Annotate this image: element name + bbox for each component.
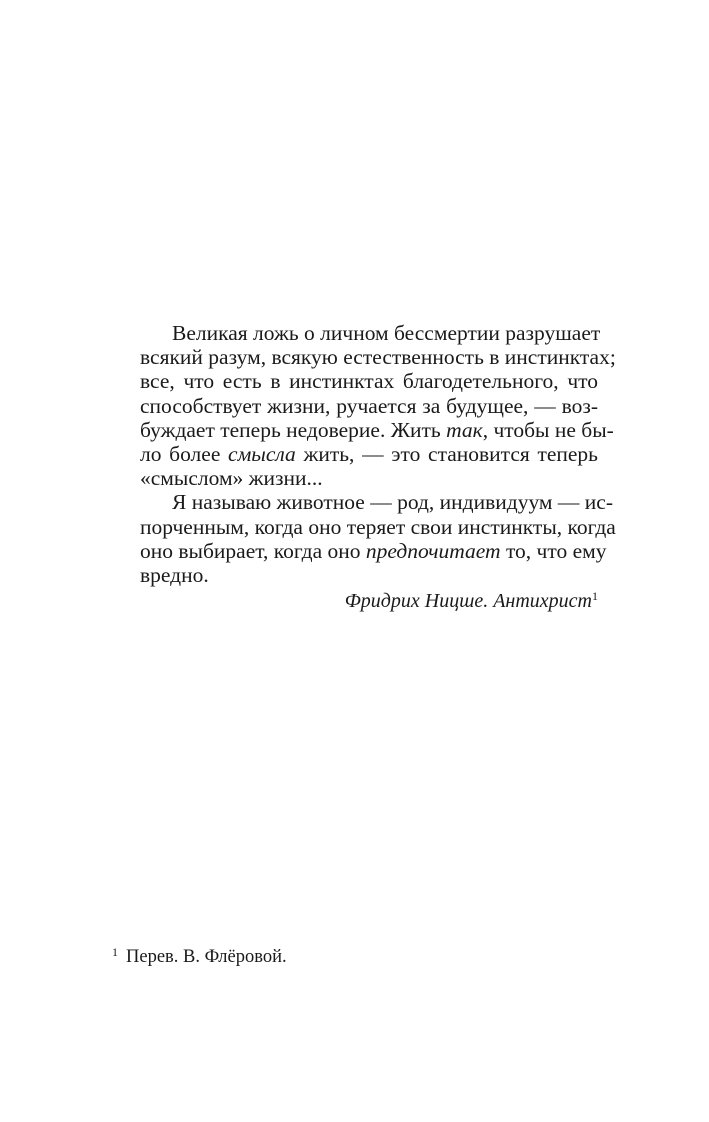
text-run: , чтобы не бы-	[482, 417, 614, 442]
epigraph-line: Я называю животное — род, индивидуум — ис-	[172, 490, 613, 515]
epigraph-line: «смыслом» жизни...	[140, 466, 323, 491]
epigraph-line: всякий разум, всякую естественность в инстинктах;	[140, 345, 616, 370]
text-run: ло более	[140, 442, 229, 467]
emphasis-prefers: предпочитает	[365, 538, 501, 563]
epigraph-line: вредно.	[140, 563, 209, 588]
epigraph-line: все, что есть в инстинктах благодетельного, что	[140, 369, 598, 394]
emphasis-so: так	[446, 417, 483, 442]
footnote-marker: 1	[112, 945, 118, 959]
epigraph	[140, 321, 616, 613]
epigraph-paragraph-2	[140, 490, 616, 588]
epigraph-line: Великая ложь о личном бессмертии разрушает	[172, 321, 601, 345]
epigraph-line	[140, 417, 614, 442]
footnote-text: Перев. В. Флёровой.	[126, 947, 287, 967]
emphasis-meaning: смысла	[228, 442, 296, 467]
epigraph-attribution	[140, 589, 598, 613]
text-run: оно выбирает, когда оно	[140, 538, 366, 563]
epigraph-line: порченным, когда оно теряет свои инстинкты, когда	[140, 514, 616, 539]
footnote	[112, 945, 287, 969]
footnote-reference: 1	[592, 589, 598, 604]
text-run: буждает теперь недоверие. Жить	[140, 417, 447, 442]
epigraph-line	[140, 442, 598, 466]
epigraph-line	[140, 538, 607, 563]
epigraph-line: способствует жизни, ручается за будущее, — воз-	[140, 393, 598, 418]
epigraph-paragraph-1	[140, 321, 616, 491]
attribution-text: Фридрих Ницше. Антихрист	[344, 590, 592, 613]
text-run: жить, — это становится теперь	[295, 442, 598, 467]
text-run: то, что ему	[500, 538, 607, 563]
